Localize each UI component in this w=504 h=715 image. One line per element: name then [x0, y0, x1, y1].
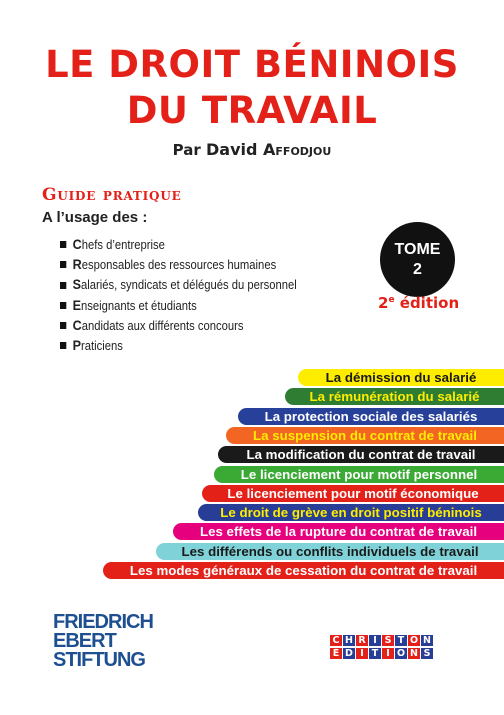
audience-initial: C — [72, 236, 82, 252]
christon-row — [330, 635, 433, 646]
topic-bar: La rémunération du salarié — [285, 388, 504, 405]
author-surname: Affodjou — [263, 140, 332, 159]
publisher-letter-tile: N — [408, 648, 420, 659]
topic-bar: Les modes généraux de cessation du contrat de travail — [103, 562, 504, 579]
author-name: David — [206, 140, 264, 159]
topic-bar: Le licenciement pour motif économique — [202, 485, 504, 502]
edition-suffix: e — [388, 295, 395, 305]
christon-editions-logo — [330, 635, 433, 661]
usage-intro: A l’usage des : — [42, 209, 148, 226]
publisher-letter-tile: H — [343, 635, 355, 646]
publisher-letter-tile: I — [369, 635, 381, 646]
publisher-letter-tile: I — [382, 648, 394, 659]
publisher-letter-tile: S — [421, 648, 433, 659]
audience-initial: R — [72, 256, 82, 273]
topic-bar: Les effets de la rupture du contrat de travail — [173, 523, 504, 540]
audience-initial: E — [72, 296, 82, 313]
tome-number: 2 — [413, 260, 422, 278]
audience-initial: P — [72, 336, 82, 353]
publisher-letter-tile: N — [421, 635, 433, 646]
audience-initial: S — [72, 276, 82, 293]
foundation-word: EBERT — [53, 630, 116, 652]
publisher-letter-tile: T — [395, 635, 407, 646]
editions-row — [330, 648, 433, 659]
topic-bar: La démission du salarié — [298, 369, 504, 386]
book-title-line2: DU TRAVAIL — [126, 89, 378, 132]
guide-heading: Guide pratique — [42, 185, 182, 205]
audience-text: esponsables des ressources humaines — [81, 258, 277, 273]
foundation-word: STIFTUNG — [53, 649, 145, 671]
edition-number: 2 — [378, 294, 389, 312]
publisher-letter-tile: O — [409, 635, 419, 646]
topic-bar: Le licenciement pour motif personnel — [214, 466, 504, 483]
publisher-letter-tile: T — [369, 648, 381, 659]
book-title-line1: LE DROIT BÉNINOIS — [45, 43, 459, 86]
publisher-letter-tile: O — [396, 648, 406, 659]
friedrich-ebert-stiftung-logo — [53, 612, 153, 669]
audience-text: hefs d’entreprise — [81, 238, 165, 252]
audience-text: raticiens — [81, 338, 123, 353]
topic-bar: La protection sociale des salariés — [238, 408, 504, 425]
topic-bar: Les différends ou conflits individuels de travail — [156, 543, 504, 560]
audience-text: nseignants et étudiants — [81, 298, 197, 313]
audience-text: alariés, syndicats et délégués du personnel — [81, 278, 297, 293]
publisher-letter-tile: I — [356, 648, 368, 659]
publisher-letter-tile: R — [356, 635, 368, 646]
topic-bar: Le droit de grève en droit positif béninois — [198, 504, 504, 521]
edition-word: édition — [394, 294, 460, 312]
foundation-word: FRIEDRICH — [53, 611, 153, 633]
topic-bar: La suspension du contrat de travail — [226, 427, 504, 444]
publisher-letter-tile: D — [343, 648, 355, 659]
audience-initial: C — [72, 316, 82, 333]
topic-bar: La modification du contrat de travail — [218, 446, 504, 463]
author-prefix: Par — [172, 141, 207, 159]
publisher-letter-tile: C — [330, 635, 342, 646]
audience-text: andidats aux différents concours — [81, 318, 244, 333]
tome-label: TOME — [394, 240, 441, 258]
publisher-letter-tile: S — [382, 635, 394, 646]
publisher-letter-tile: É — [330, 648, 342, 659]
